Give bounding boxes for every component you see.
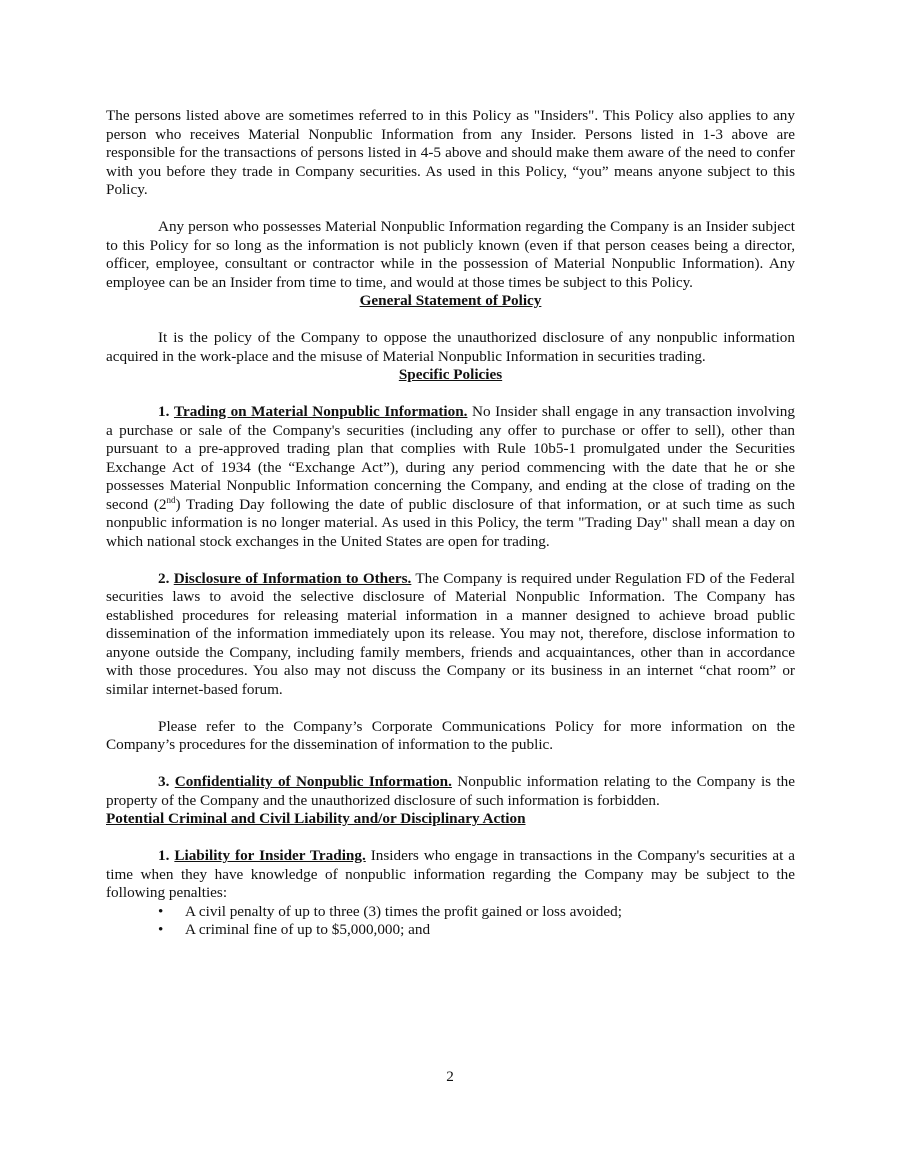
section-disclosure-to-others: [106, 570, 795, 700]
list-item: [106, 903, 795, 922]
section-number: 1.: [158, 403, 170, 420]
bullet-icon: •: [158, 921, 164, 938]
heading-general-statement: General Statement of Policy: [359, 292, 542, 309]
page-number: 2: [446, 1068, 454, 1085]
section-confidentiality: [106, 773, 795, 810]
paragraph-insider-scope: Any person who possesses Material Nonpublic Information regarding the Company is an Insider subject to this Policy for so long as the information is not publicly known (even if that person ceases being a director, officer, employee, consultant or contractor while in the possession of Material Nonpublic Information). Any employee can be an Insider from time to time, and would at those times be subject to this Policy.: [106, 218, 795, 291]
bullet-text: A civil penalty of up to three (3) times the profit gained or loss avoided;: [185, 902, 622, 920]
paragraph-communications-policy: Please refer to the Company’s Corporate Communications Policy for more information on the Company’s procedures for the dissemination of information to the public.: [106, 717, 795, 753]
section-trading-material-info: [106, 403, 795, 551]
section-number: 3.: [158, 773, 170, 790]
section-text: Nonpublic information relating to the Company is the property of the Company and the unauthorized disclosure of such information is forbidden.: [106, 773, 795, 809]
section-text-b: ) Trading Day following the date of public disclosure of that information, or at such time as such nonpublic information is no longer material. As used in this Policy, the term "Trading Day" shall mean a day on which national stock exchanges in the United States are open for trading.: [106, 495, 795, 550]
list-item: [106, 921, 795, 940]
heading-liability: Potential Criminal and Civil Liability and/or Disciplinary Action: [106, 810, 526, 827]
paragraph-insiders-definition: The persons listed above are sometimes referred to in this Policy as "Insiders". This Policy also applies to any person who receives Material Nonpublic Information from any Insider. Persons listed in 1-3 above are responsible for the transactions of persons listed in 4-5 above and should make them aware of the need to confer with you before they trade in Company securities. As used in this Policy, “you” means anyone subject to this Policy.: [106, 107, 795, 198]
section-title: Trading on Material Nonpublic Information.: [173, 403, 468, 420]
section-text-a: No Insider shall engage in any transaction involving a purchase or sale of the Company's securities (including any offer to purchase or offer to sell), other than pursuant to a pre-approved trading plan that complies with Rule 10b5-1 promulgated under the Securities Exchange Act of 1934 (the “Exchange Act”), during any period commencing with the date that he or she possesses Material Nonpublic Information concerning the Company, and ending at the close of trading on the second (2: [106, 403, 795, 513]
section-number: 2.: [158, 569, 170, 587]
heading-specific-policies: Specific Policies: [398, 366, 503, 383]
paragraph-policy-statement: It is the policy of the Company to oppose the unauthorized disclosure of any nonpublic information acquired in the work-place and the misuse of Material Nonpublic Information in securities trading.: [106, 329, 795, 365]
bullet-icon: •: [158, 902, 164, 920]
bullet-text: A criminal fine of up to $5,000,000; and: [185, 921, 431, 938]
section-liability-insider-trading: [106, 847, 795, 903]
section-number: 1.: [158, 847, 170, 864]
document-page: [106, 107, 795, 940]
section-text: Insiders who engage in transactions in the Company's securities at a time when they have knowledge of nonpublic information regarding the Company may be subject to the following penalties:: [106, 847, 796, 901]
section-text: The Company is required under Regulation FD of the Federal securities laws to avoid the selective disclosure of Material Nonpublic Information. The Company has established procedures for releasing material information in a manner designed to achieve broad public dissemination of the information immediately upon its release. You may not, therefore, disclose information to anyone outside the Company, including family members, friends and acquaintances, other than in accordance with those procedures. You also may not discuss the Company or its business in an internet “chat room” or similar internet-based forum.: [106, 569, 796, 698]
section-title: Disclosure of Information to Others.: [173, 569, 412, 587]
section-title: Liability for Insider Trading.: [174, 847, 366, 864]
section-title: Confidentiality of Nonpublic Information.: [174, 773, 452, 790]
superscript-nd: nd: [166, 494, 176, 505]
